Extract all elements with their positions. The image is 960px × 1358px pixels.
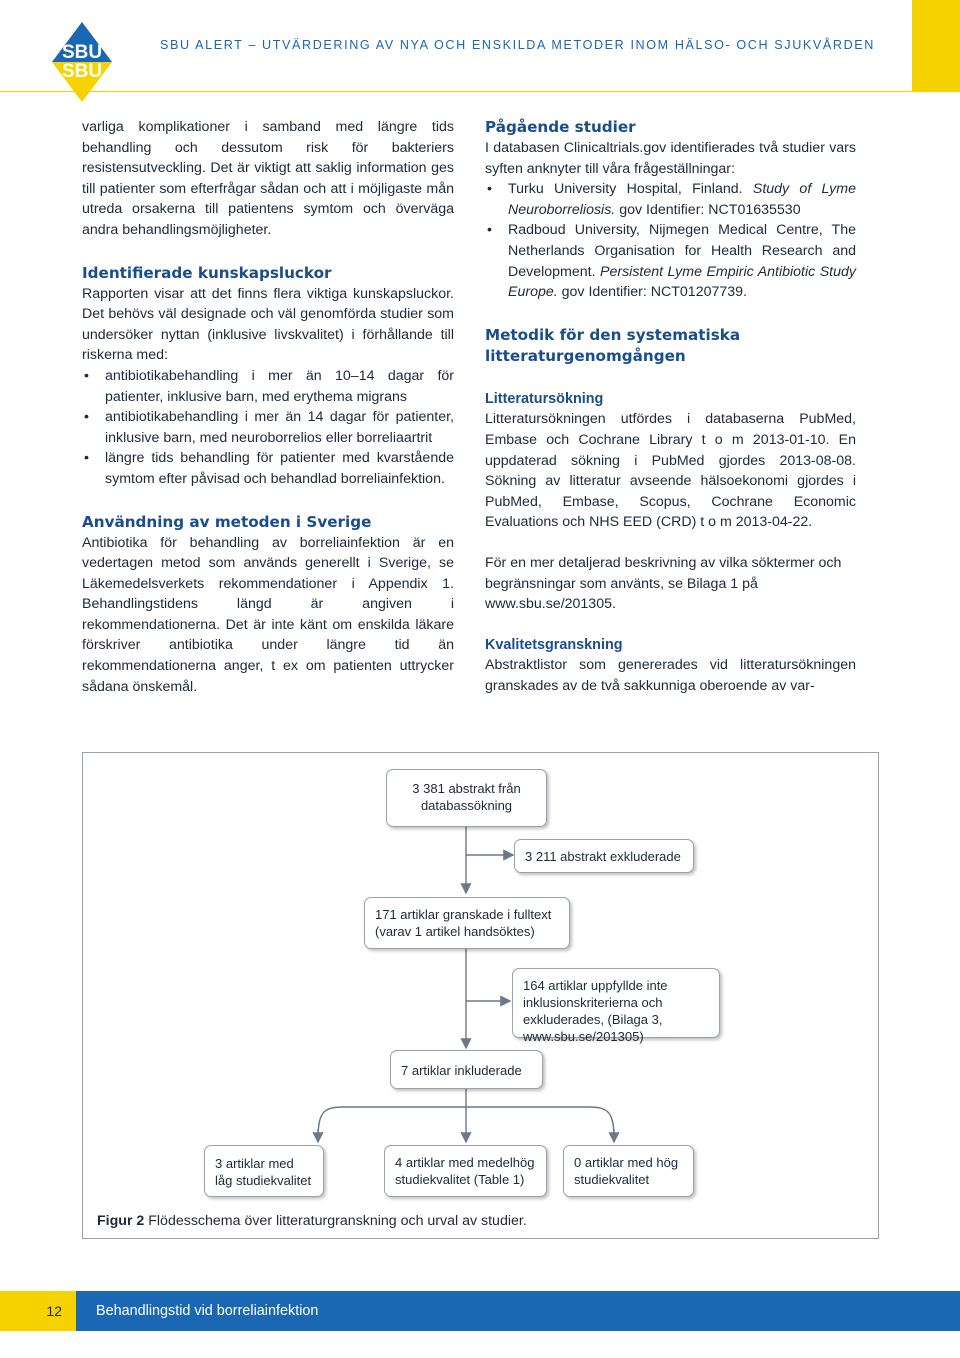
gaps-paragraph: Rapporten visar att det finns flera viktiga kunskapsluckor. Det behövs väl designade och väl genomförda studier som undersöker nyttan (inklusive livskvalitet) i förhållande till riskerna med: bbox=[82, 285, 454, 364]
ongoing-heading: Pågående studier bbox=[485, 118, 636, 136]
list-item: • Turku University Hospital, Finland. Study of Lyme Neuroborreliosis. gov Identifier: NCT01635530 bbox=[485, 179, 856, 220]
svg-text:SBU: SBU bbox=[61, 42, 103, 63]
search-more-paragraph: För en mer detaljerad beskrivning av vilka söktermer och begränsningar som använts, se Bilaga 1 på www.sbu.se/201305. bbox=[485, 554, 842, 613]
flow-box-criteria-excluded: 164 artiklar uppfyllde inte inklusionskriterierna och exkluderades, (Bilaga 3, www.sbu.se/201305) bbox=[512, 968, 720, 1038]
svg-text:SBU: SBU bbox=[61, 61, 103, 82]
list-item: • antibiotikabehandling i mer än 10–14 dagar för patienter, inklusive barn, med erythema migrans bbox=[82, 366, 454, 407]
method-heading: Metodik för den systematiska litteraturgenomgången bbox=[485, 325, 741, 365]
header-title: SBU ALERT – UTVÄRDERING AV NYA OCH ENSKILDA METODER INOM HÄLSO- OCH SJUKVÅRDEN bbox=[160, 38, 875, 52]
usage-heading: Användning av metoden i Sverige bbox=[82, 512, 372, 531]
footer-title: Behandlingstid vid borreliainfektion bbox=[76, 1291, 960, 1331]
flowchart-figure bbox=[82, 752, 879, 1239]
search-paragraph: Litteratursökningen utfördes i databaserna PubMed, Embase och Cochrane Library t o m 2013-01-10. En uppdaterad sökning i PubMed gjordes 2013-08-08. Sökning av litteratur avseende hälsoekonomi gjordes i PubMed, Embase, Scopus, Cochrane Economic Evaluations och NHS EED (CRD) t o m 2013-04-22. bbox=[485, 411, 856, 531]
page-header bbox=[0, 0, 960, 92]
figure-caption: Figur 2 Flödesschema över litteraturgranskning och urval av studier. bbox=[97, 1213, 527, 1229]
gaps-list bbox=[82, 366, 454, 490]
search-heading: Litteratursökning bbox=[485, 390, 604, 407]
flow-box-low-quality: 3 artiklar med låg studiekvalitet bbox=[204, 1145, 324, 1197]
page-number: 12 bbox=[0, 1291, 76, 1331]
gaps-heading: Identifierade kunskapsluckor bbox=[82, 263, 332, 282]
left-column bbox=[82, 117, 454, 697]
quality-heading: Kvalitetsgranskning bbox=[485, 636, 623, 653]
usage-paragraph: Antibiotika för behandling av borreliainfektion är en vedertagen metod som används generellt i Sverige, se Läkemedelsverkets rekommendationer i Appendix 1. Behandlingstidens längd är angiven i rekommendationerna. Det är inte känt om enskilda läkare förskriver antibiotika under längre tid än rekommendationerna anger, t ex om patienten uttrycker sådana önskemål. bbox=[82, 534, 454, 695]
flow-box-fulltext-reviewed: 171 artiklar granskade i fulltext (varav 1 artikel handsöktes) bbox=[364, 897, 570, 949]
flow-box-abstracts-found: 3 381 abstrakt från databassökning bbox=[386, 769, 547, 827]
list-item: • Radboud University, Nijmegen Medical Centre, The Netherlands Organisation for Health Research and Development. Persistent Lyme Empiric Antibiotic Study Europe. gov Identifier: NCT01207739. bbox=[485, 220, 856, 302]
list-item: • längre tids behandling för patienter med kvarstående symtom efter påvisad och behandlad borreliainfektion. bbox=[82, 448, 454, 489]
flow-box-abstracts-excluded: 3 211 abstrakt exkluderade bbox=[514, 839, 694, 873]
flow-box-high-quality: 0 artiklar med hög studiekvalitet bbox=[563, 1145, 694, 1197]
flow-box-included: 7 artiklar inkluderade bbox=[390, 1050, 543, 1089]
intro-paragraph: varliga komplikationer i samband med längre tids behandling och dessutom risk för bakteriers resistensutveckling. Det är viktigt att saklig information ges till patienter som efterfrågar sådan och att i möjligaste mån utreda orsakerna till patientens symtom och överväga andra behandlingsmöjligheter. bbox=[82, 119, 454, 238]
ongoing-list bbox=[485, 179, 856, 303]
header-accent-strip bbox=[912, 0, 960, 92]
quality-paragraph: Abstraktlistor som genererades vid litteratursökningen granskades av de två sakkunniga oberoende av var- bbox=[485, 657, 856, 694]
list-item: • antibiotikabehandling i mer än 14 dagar för patienter, inklusive barn, med neuroborrelios eller borreliaartrit bbox=[82, 407, 454, 448]
page-footer bbox=[0, 1291, 960, 1331]
flow-box-medium-quality: 4 artiklar med medelhög studiekvalitet (Table 1) bbox=[384, 1145, 547, 1197]
sbu-logo-icon bbox=[52, 22, 112, 102]
right-column bbox=[485, 117, 856, 696]
ongoing-paragraph: I databasen Clinicaltrials.gov identifierades två studier vars syften anknyter till våra frågeställningar: bbox=[485, 140, 856, 177]
